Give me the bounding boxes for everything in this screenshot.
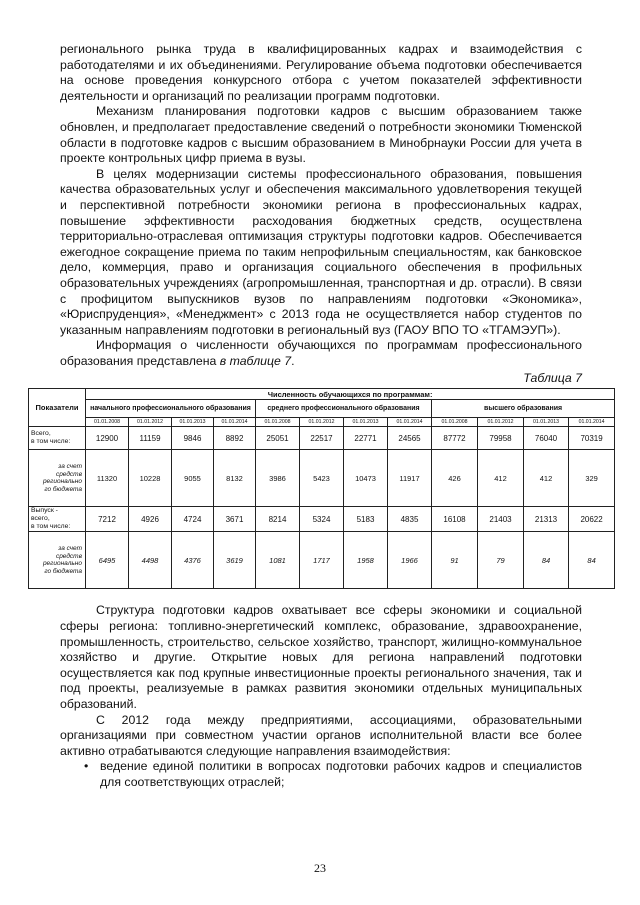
- table-cell: 3986: [256, 450, 300, 507]
- group-header-secondary: среднего профессионального образования: [256, 400, 432, 418]
- date-header-cell: 01.01.2013: [172, 418, 214, 427]
- table-cell: 5324: [300, 507, 344, 532]
- row-label: Выпуск - всего, в том числе:: [29, 507, 86, 532]
- table-cell: 5183: [344, 507, 388, 532]
- table-cell: 1958: [344, 532, 388, 589]
- table-cell: 11917: [388, 450, 432, 507]
- table-body: [29, 427, 615, 589]
- table-intro-text: Информация о численности обучающихся по программам профессионального образования представлена: [60, 338, 582, 368]
- table-cell: 4498: [129, 532, 172, 589]
- table-cell: 1081: [256, 532, 300, 589]
- table-cell: 76040: [524, 427, 569, 450]
- table-cell: 11159: [129, 427, 172, 450]
- table-row: [29, 427, 615, 450]
- paragraph-5: С 2012 года между предприятиями, ассоциациями, образовательными организациями при совместном участии органов исполнительной власти все более активно отрабатываются следующие направления взаимодействия:: [60, 712, 582, 758]
- table-cell: 84: [569, 532, 615, 589]
- table-cell: 412: [524, 450, 569, 507]
- row-label: за счет средств регионально го бюджета: [29, 450, 86, 507]
- main-header: Численность обучающихся по программам:: [86, 389, 615, 400]
- table-cell: 84: [524, 532, 569, 589]
- table-cell: 8892: [214, 427, 256, 450]
- table-cell: 329: [569, 450, 615, 507]
- table-cell: 3671: [214, 507, 256, 532]
- table-cell: 412: [478, 450, 524, 507]
- date-header-cell: 01.01.2012: [478, 418, 524, 427]
- paragraph-4: Структура подготовки кадров охватывает все сферы экономики и социальной сферы региона: топливно-энергетический комплекс, образование, здравоохранение, промышленность, строительство, сельское хозяйство, транспорт, жилищно-коммунальное хозяйство и другие. Открытие новых для региона направлений подготовки осуществляется как под крупные инвестиционные проекты регионального значения, так и под проекты, реализуемые в рамках развития экономики отдельных муниципальных образований.: [60, 603, 582, 712]
- table-row: [29, 507, 615, 532]
- table-cell: 8214: [256, 507, 300, 532]
- enrollment-table: [28, 388, 615, 589]
- paragraph-2: Механизм планирования подготовки кадров с высшим образованием также обновлен, и предполагает предоставление сведений о потребности экономики Тюменской области в подготовке кадров с высшим образованием в Минобрнауки России для учета в проекте контрольных цифр приема в вузы.: [60, 104, 582, 166]
- table-cell: 10473: [344, 450, 388, 507]
- group-header-higher: высшего образования: [432, 400, 615, 418]
- indicator-header: Показатели: [29, 389, 86, 427]
- bullet-item: [60, 759, 582, 790]
- table-cell: 21313: [524, 507, 569, 532]
- table-cell: 4724: [172, 507, 214, 532]
- table-cell: 3619: [214, 532, 256, 589]
- table-cell: 1966: [388, 532, 432, 589]
- table-cell: 16108: [432, 507, 478, 532]
- date-header-cell: 01.01.2012: [300, 418, 344, 427]
- table-cell: 4376: [172, 532, 214, 589]
- table-cell: 70319: [569, 427, 615, 450]
- document-page: [31, 42, 605, 791]
- table-cell: 10228: [129, 450, 172, 507]
- table-cell: 22517: [300, 427, 344, 450]
- table-cell: 9055: [172, 450, 214, 507]
- table-caption: Таблица 7: [523, 371, 582, 386]
- table-cell: 12900: [86, 427, 129, 450]
- table-intro-end: .: [291, 353, 295, 368]
- group-header-primary: начального профессионального образования: [86, 400, 256, 418]
- date-header-row: [29, 418, 615, 427]
- date-header-cell: 01.01.2008: [256, 418, 300, 427]
- page-number: 23: [314, 861, 326, 875]
- paragraph-1: регионального рынка труда в квалифицированных кадрах и взаимодействия с работодателями и их объединениями. Регулирование объема подготовки обеспечивается на основе проведения конкурсного отбора с учетом показателей эффективности деятельности и организаций по реализации программ подготовки.: [60, 42, 582, 103]
- bullet-icon: •: [84, 759, 89, 774]
- date-header-cell: 01.01.2008: [432, 418, 478, 427]
- table-cell: 5423: [300, 450, 344, 507]
- date-header-cell: 01.01.2014: [214, 418, 256, 427]
- table-intro-reference: в таблице 7: [219, 353, 292, 368]
- date-header-cell: 01.01.2014: [388, 418, 432, 427]
- table-cell: 9846: [172, 427, 214, 450]
- table-cell: 87772: [432, 427, 478, 450]
- table-cell: 4835: [388, 507, 432, 532]
- date-header-cell: 01.01.2008: [86, 418, 129, 427]
- row-label: за счет средств регионально го бюджета: [29, 532, 86, 589]
- paragraph-table-intro: [60, 338, 582, 369]
- date-header-cell: 01.01.2014: [569, 418, 615, 427]
- table-cell: 6495: [86, 532, 129, 589]
- table-cell: 11320: [86, 450, 129, 507]
- table-cell: 25051: [256, 427, 300, 450]
- table-cell: 7212: [86, 507, 129, 532]
- table-cell: 21403: [478, 507, 524, 532]
- table-cell: 8132: [214, 450, 256, 507]
- table-cell: 4926: [129, 507, 172, 532]
- table-cell: 79958: [478, 427, 524, 450]
- table-cell: 1717: [300, 532, 344, 589]
- table-cell: 79: [478, 532, 524, 589]
- bullet-list: [60, 759, 582, 790]
- table-cell: 22771: [344, 427, 388, 450]
- table-cell: 20622: [569, 507, 615, 532]
- table-row: [29, 532, 615, 589]
- date-header-cell: 01.01.2013: [524, 418, 569, 427]
- table-cell: 24565: [388, 427, 432, 450]
- table-cell: 91: [432, 532, 478, 589]
- bullet-text: ведение единой политики в вопросах подготовки рабочих кадров и специалистов для соответствующих отраслей;: [100, 759, 582, 789]
- date-header-cell: 01.01.2013: [344, 418, 388, 427]
- table-row: [29, 450, 615, 507]
- table-cell: 426: [432, 450, 478, 507]
- date-header-cell: 01.01.2012: [129, 418, 172, 427]
- row-label: Всего, в том числе:: [29, 427, 86, 450]
- paragraph-3: В целях модернизации системы профессионального образования, повышения качества образовательных услуг и обеспечения максимального удовлетворения текущей и перспективной потребности экономики региона в профессиональных кадрах, повышение эффективности расходования бюджетных средств, осуществлена территориально-отраслевая оптимизация структуры подготовки кадров. Обеспечивается ежегодное сокращение приема по таким непрофильным специальностям, как банковское дело, коммерция, право и организация социального обеспечения в профильных образовательных учреждениях (агропромышленная, транспортная и др. отрасли). В связи с профицитом выпускников вузов по направлениям подготовки «Экономика», «Юриспруденция», «Менеджмент» с 2013 года не осуществляется набор студентов по указанным направлениям подготовки в региональный вуз (ГАОУ ВПО ТО «ТГАМЭУП»).: [60, 166, 582, 337]
